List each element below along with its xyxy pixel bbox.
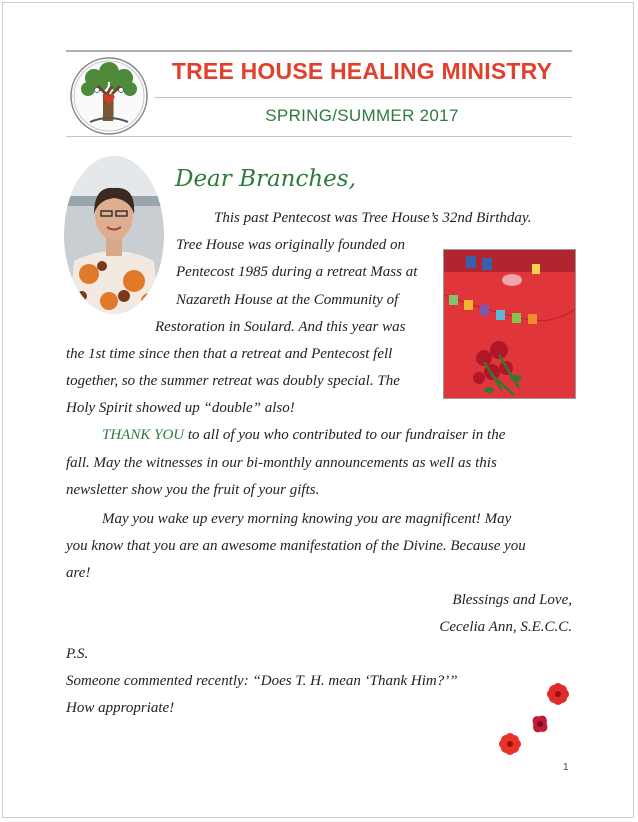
letter-line: Restoration in Soulard. And this year was xyxy=(155,319,406,335)
letter-line: together, so the summer retreat was doubly special. The xyxy=(66,373,400,389)
signature: Cecelia Ann, S.E.C.C. xyxy=(439,619,572,635)
letter-line: are! xyxy=(66,565,91,581)
salutation: Dear Branches, xyxy=(175,166,356,192)
ps-label: P.S. xyxy=(66,646,89,662)
letter-line: Holy Spirit showed up “double” also! xyxy=(66,400,295,416)
tree-house-logo xyxy=(68,56,150,136)
ps-line: Someone commented recently: “Does T. H. mean ‘Thank Him?’” xyxy=(66,673,458,689)
closing: Blessings and Love, xyxy=(452,592,572,608)
header-rule-middle xyxy=(154,97,572,98)
page-number: 1 xyxy=(563,762,569,773)
letter-line xyxy=(102,426,505,444)
header-rule-bottom xyxy=(66,136,572,137)
ps-line: How appropriate! xyxy=(66,700,175,716)
letter-line: Nazareth House at the Community of xyxy=(176,292,399,308)
letter-text: to all of you who contributed to our fundraiser in the xyxy=(184,427,506,443)
newsletter-title: TREE HOUSE HEALING MINISTRY xyxy=(171,58,553,84)
letter-line: Pentecost 1985 during a retreat Mass at xyxy=(176,264,418,280)
red-flowers-decoration xyxy=(494,678,578,762)
thank-you-highlight: THANK YOU xyxy=(102,427,185,443)
letter-line: you know that you are an awesome manifestation of the Divine. Because you xyxy=(66,538,526,554)
letter-line: newsletter show you the fruit of your gifts. xyxy=(66,482,320,498)
letter-line: fall. May the witnesses in our bi-monthly announcements as well as this xyxy=(66,455,497,471)
letter-line: the 1st time since then that a retreat and Pentecost fell xyxy=(66,346,393,362)
birthday-celebration-photo xyxy=(443,249,576,399)
letter-line: May you wake up every morning knowing you are magnificent! May xyxy=(102,511,512,527)
letter-line: This past Pentecost was Tree House’s 32nd Birthday. xyxy=(214,210,532,226)
letter-line: Tree House was originally founded on xyxy=(176,237,406,253)
issue-date: SPRING/SUMMER 2017 xyxy=(265,106,459,125)
author-portrait-photo xyxy=(64,156,164,314)
header-rule-top xyxy=(66,50,572,52)
